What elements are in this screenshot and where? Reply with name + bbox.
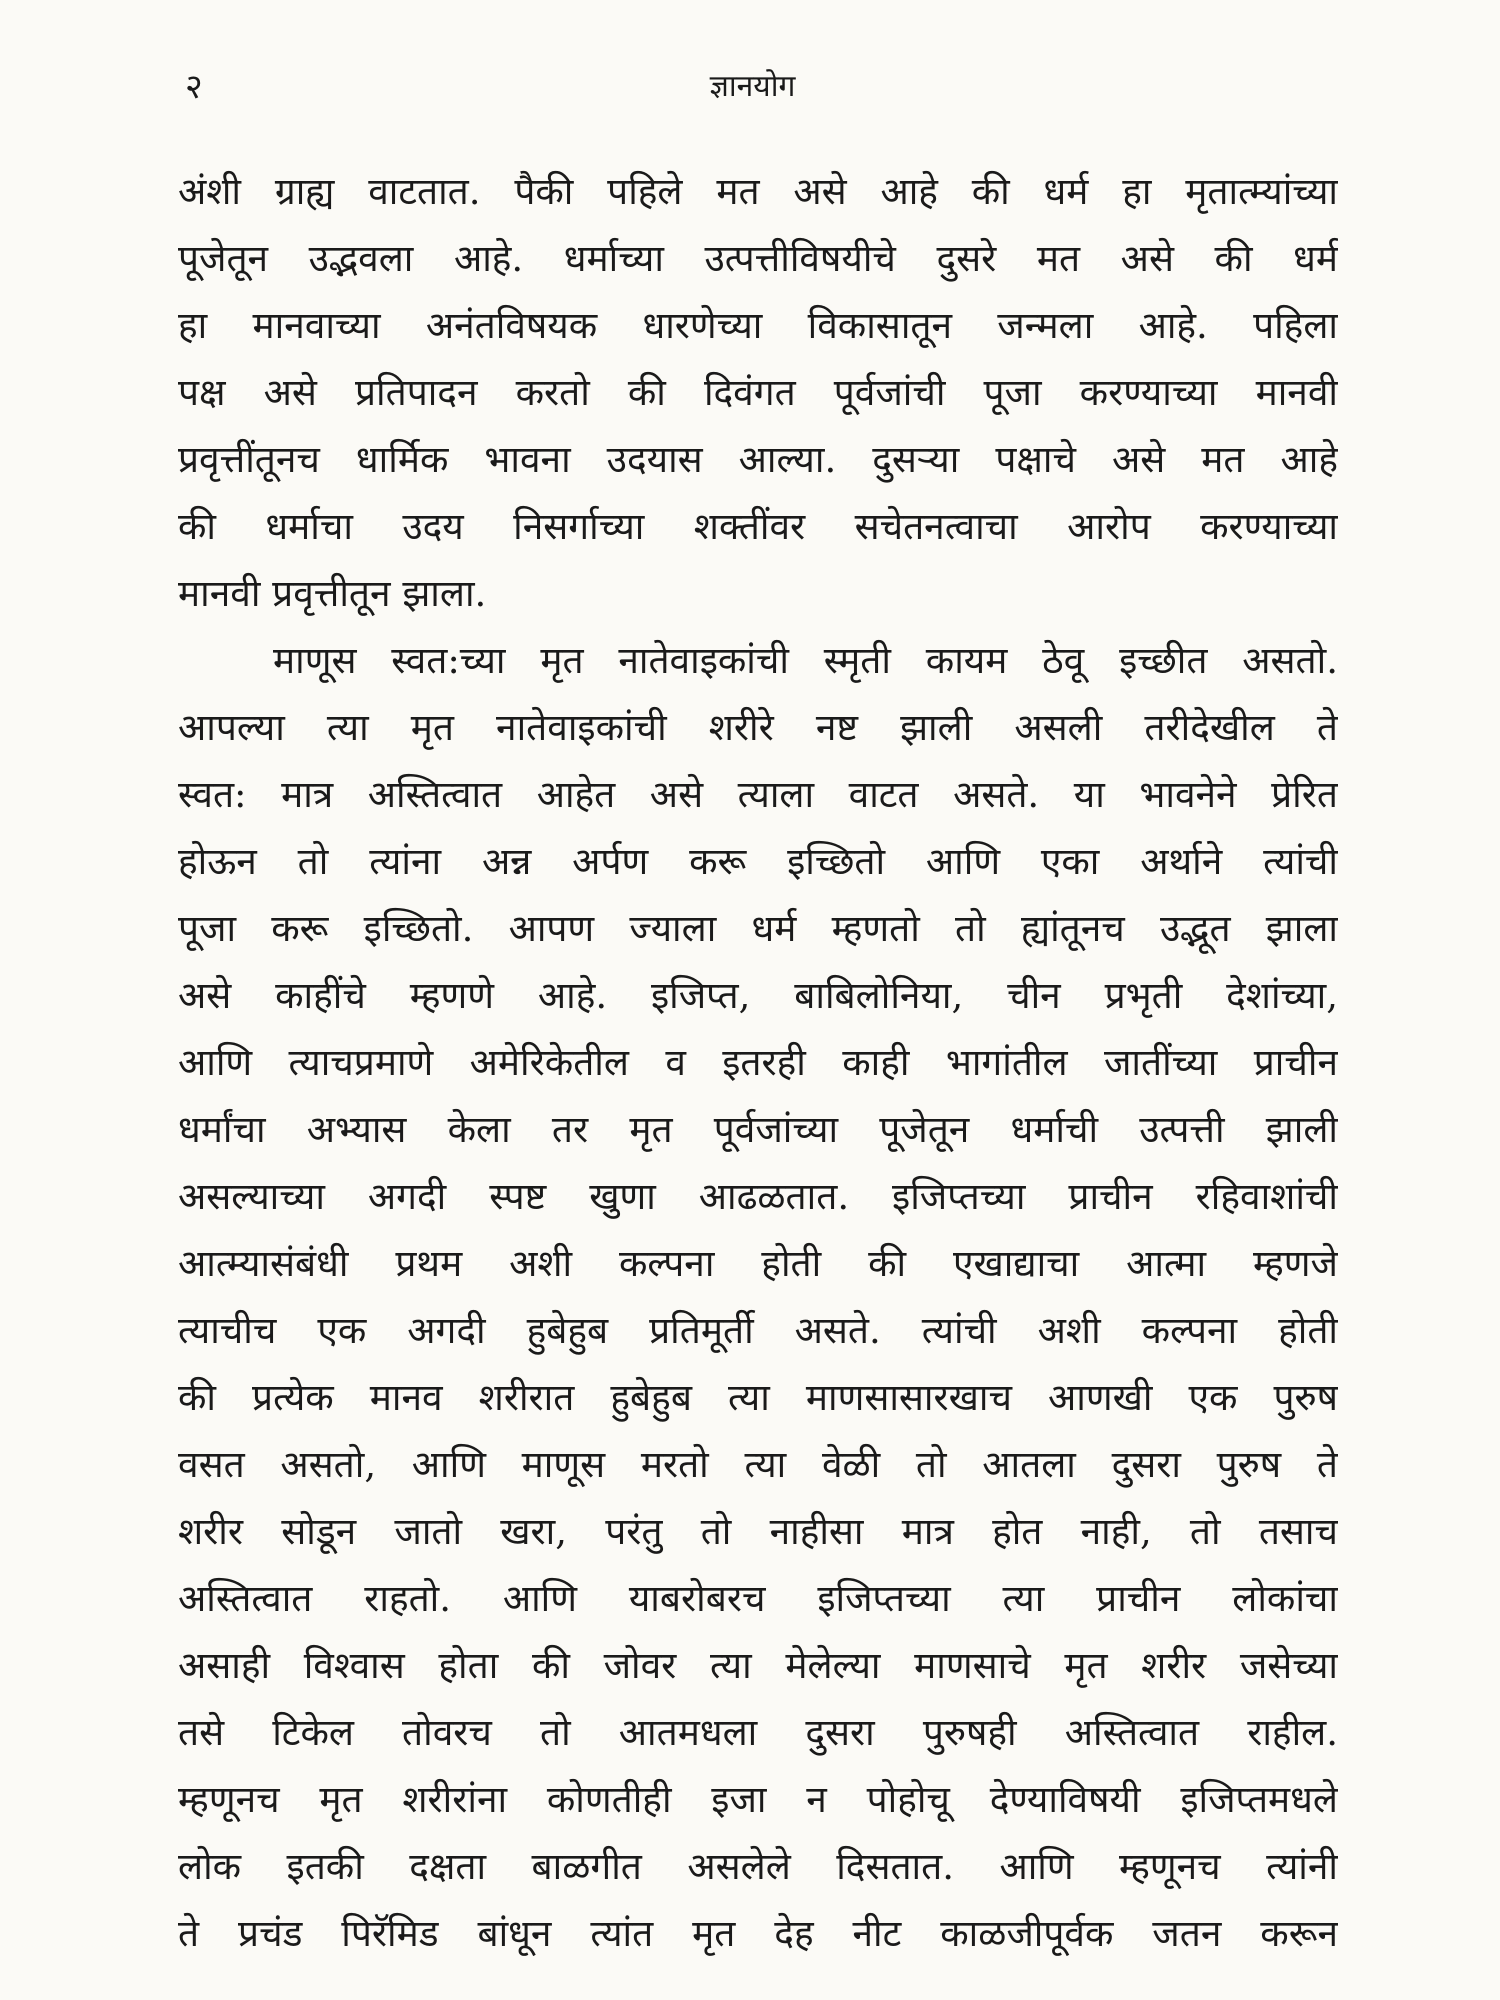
- text-line: शरीर सोडून जातो खरा, परंतु तो नाहीसा मात्र होत नाही, तो तसाच: [178, 1510, 1338, 1553]
- text-line: असाही विश्वास होता की जोवर त्या मेलेल्या माणसाचे मृत शरीर जसेच्या: [178, 1644, 1338, 1687]
- page-number: २: [185, 67, 203, 107]
- text-line: असल्याच्या अगदी स्पष्ट खुणा आढळतात. इजिप्तच्या प्राचीन रहिवाशांची: [178, 1175, 1338, 1218]
- text-line: आपल्या त्या मृत नातेवाइकांची शरीरे नष्ट झाली असली तरीदेखील ते: [178, 706, 1338, 749]
- text-line: प्रवृत्तींतूनच धार्मिक भावना उदयास आल्या. दुसऱ्या पक्षाचे असे मत आहे: [178, 438, 1338, 481]
- text-line: धर्मांचा अभ्यास केला तर मृत पूर्वजांच्या पूजेतून धर्माची उत्पत्ती झाली: [178, 1108, 1338, 1151]
- text-line: आत्म्यासंबंधी प्रथम अशी कल्पना होती की एखाद्याचा आत्मा म्हणजे: [178, 1242, 1338, 1285]
- text-line: अंशी ग्राह्य वाटतात. पैकी पहिले मत असे आहे की धर्म हा मृतात्म्यांच्या: [178, 170, 1338, 213]
- text-line: की प्रत्येक मानव शरीरात हुबेहुब त्या माणसासारखाच आणखी एक पुरुष: [178, 1376, 1338, 1419]
- text-line: असे काहींचे म्हणणे आहे. इजिप्त, बाबिलोनिया, चीन प्रभृती देशांच्या,: [178, 974, 1338, 1017]
- body-text: [178, 158, 1338, 1967]
- text-line: होऊन तो त्यांना अन्न अर्पण करू इच्छितो आणि एका अर्थाने त्यांची: [178, 840, 1338, 883]
- text-line: म्हणूनच मृत शरीरांना कोणतीही इजा न पोहोचू देण्याविषयी इजिप्तमधले: [178, 1778, 1338, 1821]
- text-line: त्याचीच एक अगदी हुबेहुब प्रतिमूर्ती असते. त्यांची अशी कल्पना होती: [178, 1309, 1338, 1352]
- text-line: वसत असतो, आणि माणूस मरतो त्या वेळी तो आतला दुसरा पुरुष ते: [178, 1443, 1338, 1486]
- text-line: अस्तित्वात राहतो. आणि याबरोबरच इजिप्तच्या त्या प्राचीन लोकांचा: [178, 1577, 1338, 1620]
- text-line: की धर्माचा उदय निसर्गाच्या शक्तींवर सचेतनत्वाचा आरोप करण्याच्या: [178, 505, 1338, 548]
- text-line: लोक इतकी दक्षता बाळगीत असलेले दिसतात. आणि म्हणूनच त्यांनी: [178, 1845, 1338, 1888]
- text-line: आणि त्याचप्रमाणे अमेरिकेतील व इतरही काही भागांतील जातींच्या प्राचीन: [178, 1041, 1338, 1084]
- text-line: पूजा करू इच्छितो. आपण ज्याला धर्म म्हणतो तो ह्यांतूनच उद्भूत झाला: [178, 907, 1338, 950]
- text-line: पक्ष असे प्रतिपादन करतो की दिवंगत पूर्वजांची पूजा करण्याच्या मानवी: [178, 371, 1338, 414]
- text-line: स्वत: मात्र अस्तित्वात आहेत असे त्याला वाटत असते. या भावनेने प्रेरित: [178, 773, 1338, 816]
- running-title: ज्ञानयोग: [709, 69, 796, 104]
- running-head: [175, 62, 1330, 112]
- text-line: ते प्रचंड पिरॅमिड बांधून त्यांत मृत देह नीट काळजीपूर्वक जतन करून: [178, 1912, 1338, 1955]
- text-line: माणूस स्वत:च्या मृत नातेवाइकांची स्मृती कायम ठेवू इच्छीत असतो.: [273, 639, 1338, 682]
- text-line: पूजेतून उद्भवला आहे. धर्माच्या उत्पत्तीविषयीचे दुसरे मत असे की धर्म: [178, 237, 1338, 280]
- text-line: हा मानवाच्या अनंतविषयक धारणेच्या विकासातून जन्मला आहे. पहिला: [178, 304, 1338, 347]
- text-line: तसे टिकेल तोवरच तो आतमधला दुसरा पुरुषही अस्तित्वात राहील.: [178, 1711, 1338, 1754]
- text-line: मानवी प्रवृत्तीतून झाला.: [178, 572, 487, 615]
